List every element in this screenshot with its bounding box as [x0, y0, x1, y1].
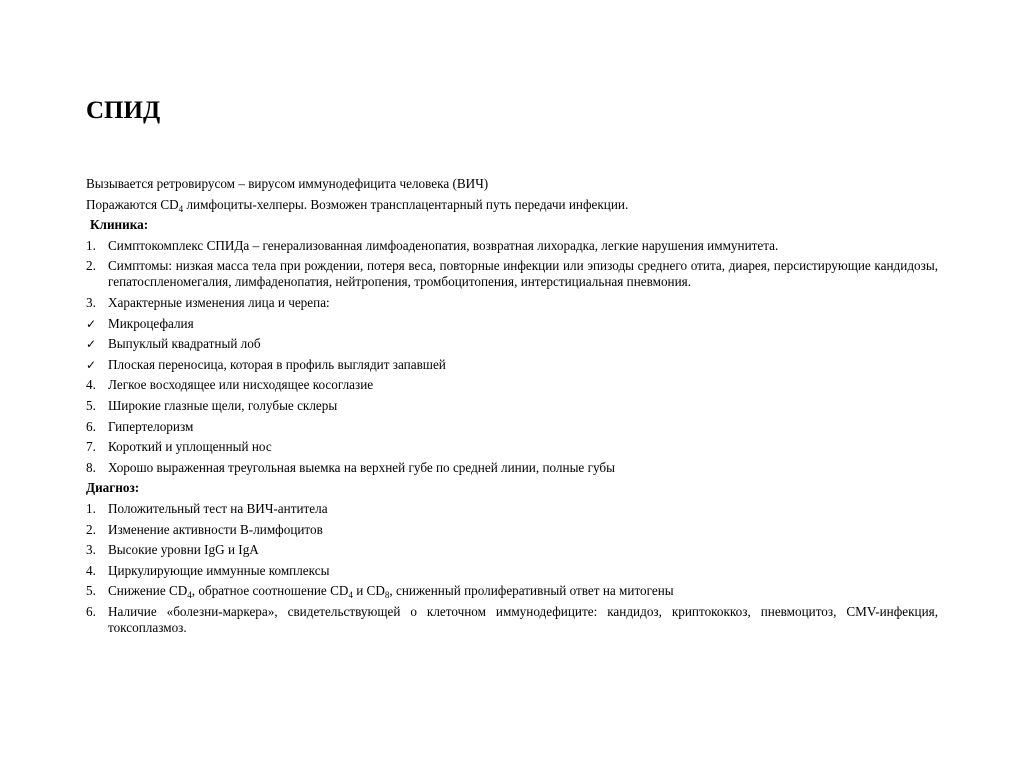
- clinic-item-5-text: Широкие глазные щели, голубые склеры: [108, 397, 338, 413]
- clinic-check-1-text: Микроцефалия: [108, 315, 194, 331]
- list-number: 3.: [86, 542, 96, 558]
- intro-line-1: [86, 176, 938, 192]
- page-title: СПИД: [86, 97, 161, 124]
- clinic-item-8: [86, 460, 938, 476]
- diagnosis-item-3-text: Высокие уровни IgG и IgA: [108, 542, 259, 558]
- clinic-item-3-text: Характерные изменения лица и черепа:: [108, 294, 330, 310]
- list-number: 1.: [86, 237, 96, 253]
- clinic-heading: Клиника:: [90, 217, 149, 233]
- clinic-check-2-text: Выпуклый квадратный лоб: [108, 336, 261, 352]
- clinic-item-6: [86, 419, 938, 435]
- diagnosis-item-5-mid-1: , обратное соотношение CD: [191, 583, 349, 599]
- intro-line-2-pre: Поражаются CD: [86, 196, 179, 212]
- diagnosis-item-1-text: Положительный тест на ВИЧ-антитела: [108, 500, 328, 516]
- list-number: 4.: [86, 377, 96, 393]
- clinic-check-1: [86, 316, 938, 332]
- clinic-check-3: [86, 357, 938, 373]
- diagnosis-heading: Диагноз:: [86, 480, 140, 496]
- diagnosis-item-4-text: Циркулирующие иммунные комплексы: [108, 562, 330, 578]
- list-number: 2.: [86, 521, 96, 537]
- list-number: 6.: [86, 418, 96, 434]
- checkmark-icon: ✓: [86, 357, 97, 372]
- list-number: 8.: [86, 459, 96, 475]
- clinic-check-3-text: Плоская переносица, которая в профиль выглядит запавшей: [108, 356, 446, 372]
- checkmark-icon: ✓: [86, 337, 97, 352]
- clinic-item-7: [86, 439, 938, 455]
- intro-line-2-subscript: 4: [178, 203, 184, 214]
- diagnosis-item-5-post: , сниженный пролиферативный ответ на митогены: [389, 583, 674, 599]
- diagnosis-item-5-subscript-2: 4: [348, 590, 353, 601]
- diagnosis-item-5-pre: Снижение CD: [108, 583, 188, 599]
- clinic-item-4: [86, 377, 938, 393]
- clinic-item-7-text: Короткий и уплощенный нос: [108, 439, 272, 455]
- clinic-item-3: [86, 295, 938, 311]
- list-number: 4.: [86, 562, 96, 578]
- diagnosis-item-1: [86, 501, 938, 517]
- clinic-item-6-text: Гипертелоризм: [108, 418, 194, 434]
- intro-line-2-post: лимфоциты-хелперы. Возможен трансплацентарный путь передачи инфекции.: [183, 196, 629, 212]
- checkmark-icon: ✓: [86, 316, 97, 331]
- diagnosis-item-5-subscript-1: 4: [187, 590, 192, 601]
- clinic-item-1-text: Симптокомплекс СПИДа – генерализованная лимфоаденопатия, возвратная лихорадка, легкие нарушения иммунитета.: [108, 237, 779, 253]
- list-number: 7.: [86, 439, 96, 455]
- clinic-item-5: [86, 398, 938, 414]
- intro-line-1-text: Вызывается ретровирусом – вирусом иммунодефицита человека (ВИЧ): [86, 176, 489, 191]
- diagnosis-item-5-mid-2: и CD: [352, 583, 385, 599]
- clinic-item-1: [86, 238, 938, 254]
- diagnosis-item-5-text: [108, 583, 938, 599]
- list-number: 1.: [86, 500, 96, 516]
- diagnosis-item-3: [86, 542, 938, 558]
- diagnosis-item-5-subscript-3: 8: [384, 590, 390, 601]
- diagnosis-item-2: [86, 522, 938, 538]
- list-number: 5.: [86, 397, 96, 413]
- list-number: 3.: [86, 294, 96, 310]
- clinic-check-2: [86, 336, 938, 352]
- diagnosis-item-6-text: Наличие «болезни-маркера», свидетельствующей о клеточном иммунодефиците: кандидоз, криптококкоз, пневмоцитоз, CMV-инфекция, токсоплазмоз.: [108, 603, 938, 635]
- intro-line-2: [86, 197, 938, 213]
- document-body: [86, 176, 938, 640]
- diagnosis-item-6: [86, 604, 938, 636]
- clinic-item-2: [86, 258, 938, 290]
- diagnosis-item-2-text: Изменение активности В-лимфоцитов: [108, 521, 323, 537]
- list-number: 6.: [86, 603, 96, 619]
- clinic-item-2-text: Симптомы: низкая масса тела при рождении, потеря веса, повторные инфекции или эпизоды среднего отита, диарея, персистирующие кандидозы, гепатоспленомегалия, лимфаденопатия, нейтропения, тромбоцитопения, интерстициальная пневмония.: [108, 258, 938, 290]
- diagnosis-item-5: [86, 583, 938, 599]
- list-number: 5.: [86, 583, 96, 599]
- clinic-item-8-text: Хорошо выраженная треугольная выемка на верхней губе по средней линии, полные губы: [108, 459, 615, 475]
- list-number: 2.: [86, 258, 96, 274]
- clinic-item-4-text: Легкое восходящее или нисходящее косоглазие: [108, 377, 374, 393]
- diagnosis-item-4: [86, 563, 938, 579]
